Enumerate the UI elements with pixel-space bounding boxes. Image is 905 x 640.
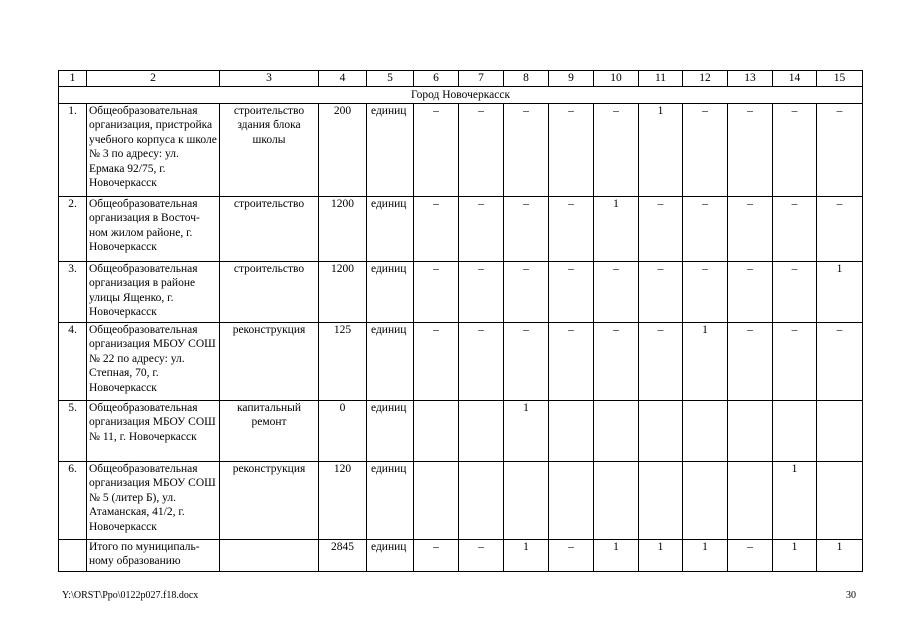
year-value: –: [728, 540, 773, 572]
year-value: –: [683, 104, 728, 197]
year-value: –: [817, 197, 863, 262]
year-value: 1: [683, 540, 728, 572]
year-value: 1: [683, 323, 728, 401]
capacity: 120: [319, 462, 367, 540]
year-value: 1: [594, 540, 639, 572]
table-row: [59, 462, 863, 540]
unit: единиц: [367, 262, 414, 323]
year-value: –: [817, 323, 863, 401]
total-row: [59, 540, 863, 572]
unit: единиц: [367, 323, 414, 401]
year-value: [728, 401, 773, 462]
capacity: 0: [319, 401, 367, 462]
year-value: [683, 462, 728, 540]
year-value: 1: [773, 540, 817, 572]
year-value: 1: [817, 540, 863, 572]
row-number: [59, 540, 87, 572]
total-label: Итого по муниципаль-ному образованию: [87, 540, 220, 572]
year-value: –: [459, 540, 504, 572]
year-value: [459, 462, 504, 540]
year-value: –: [414, 262, 459, 323]
header-cell: 3: [220, 71, 319, 87]
year-value: [639, 462, 683, 540]
year-value: –: [817, 104, 863, 197]
year-value: 1: [594, 197, 639, 262]
year-value: –: [728, 262, 773, 323]
year-value: –: [549, 323, 594, 401]
year-value: [504, 462, 549, 540]
capacity: 125: [319, 323, 367, 401]
work-type: строительство: [220, 262, 319, 323]
year-value: –: [594, 262, 639, 323]
year-value: –: [728, 323, 773, 401]
year-value: –: [773, 104, 817, 197]
unit: единиц: [367, 104, 414, 197]
object-name: Общеобразовательная организация МБОУ СОШ № 5 (литер Б), ул. Атаманская, 41/2, г. Новочеркасск: [87, 462, 220, 540]
object-name: Общеобразовательная организация МБОУ СОШ № 22 по адресу: ул. Степная, 70, г. Новочеркасск: [87, 323, 220, 401]
object-name: Общеобразовательная организация в районе улицы Ященко, г. Новочеркасск: [87, 262, 220, 323]
year-value: –: [683, 262, 728, 323]
year-value: –: [504, 104, 549, 197]
unit: единиц: [367, 540, 414, 572]
year-value: 1: [639, 104, 683, 197]
object-name: Общеобразовательная организация МБОУ СОШ № 11, г. Новочеркасск: [87, 401, 220, 462]
unit: единиц: [367, 462, 414, 540]
row-number: 3.: [59, 262, 87, 323]
header-cell: 6: [414, 71, 459, 87]
header-cell: 13: [728, 71, 773, 87]
object-name: Общеобразовательная организация, пристройка учебного корпуса к школе № 3 по адресу: ул. Ермака 92/75, г. Новочеркасск: [87, 104, 220, 197]
object-name: Общеобразовательная организация в Восточ-ном жилом районе, г. Новочеркасск: [87, 197, 220, 262]
unit: единиц: [367, 197, 414, 262]
year-value: –: [728, 197, 773, 262]
year-value: –: [773, 262, 817, 323]
table-row: [59, 262, 863, 323]
header-cell: 9: [549, 71, 594, 87]
year-value: –: [594, 104, 639, 197]
year-value: –: [414, 104, 459, 197]
year-value: 1: [504, 540, 549, 572]
year-value: –: [414, 323, 459, 401]
header-cell: 1: [59, 71, 87, 87]
row-number: 6.: [59, 462, 87, 540]
year-value: [773, 401, 817, 462]
year-value: [459, 401, 504, 462]
year-value: –: [504, 262, 549, 323]
year-value: –: [773, 197, 817, 262]
year-value: –: [414, 540, 459, 572]
year-value: –: [459, 323, 504, 401]
header-cell: 15: [817, 71, 863, 87]
year-value: –: [639, 323, 683, 401]
year-value: [594, 401, 639, 462]
header-cell: 7: [459, 71, 504, 87]
year-value: 1: [639, 540, 683, 572]
total-capacity: 2845: [319, 540, 367, 572]
row-number: 2.: [59, 197, 87, 262]
table-row: [59, 197, 863, 262]
year-value: [414, 462, 459, 540]
year-value: –: [504, 197, 549, 262]
year-value: 1: [817, 262, 863, 323]
header-cell: 11: [639, 71, 683, 87]
year-value: 1: [504, 401, 549, 462]
year-value: 1: [773, 462, 817, 540]
work-type: капитальный ремонт: [220, 401, 319, 462]
row-number: 5.: [59, 401, 87, 462]
year-value: [414, 401, 459, 462]
header-cell: 10: [594, 71, 639, 87]
year-value: –: [639, 262, 683, 323]
work-type: строительство здания блока школы: [220, 104, 319, 197]
year-value: –: [549, 197, 594, 262]
capacity: 1200: [319, 262, 367, 323]
row-number: 4.: [59, 323, 87, 401]
year-value: –: [459, 104, 504, 197]
year-value: [549, 401, 594, 462]
year-value: –: [549, 104, 594, 197]
year-value: –: [504, 323, 549, 401]
header-cell: 14: [773, 71, 817, 87]
header-cell: 4: [319, 71, 367, 87]
data-table: [58, 70, 863, 572]
year-value: –: [459, 262, 504, 323]
capacity: 200: [319, 104, 367, 197]
header-cell: 8: [504, 71, 549, 87]
header-cell: 2: [87, 71, 220, 87]
table-row: [59, 104, 863, 197]
city-row: [59, 87, 863, 104]
year-value: –: [773, 323, 817, 401]
year-value: –: [459, 197, 504, 262]
year-value: –: [414, 197, 459, 262]
work-type: реконструкция: [220, 323, 319, 401]
year-value: [728, 462, 773, 540]
work-type: строительство: [220, 197, 319, 262]
year-value: –: [639, 197, 683, 262]
year-value: [549, 462, 594, 540]
table-row: [59, 323, 863, 401]
year-value: [683, 401, 728, 462]
page-number: 30: [846, 590, 856, 601]
year-value: –: [549, 540, 594, 572]
header-row: [59, 71, 863, 87]
header-cell: 5: [367, 71, 414, 87]
year-value: [817, 462, 863, 540]
year-value: [639, 401, 683, 462]
capacity: 1200: [319, 197, 367, 262]
year-value: –: [728, 104, 773, 197]
row-number: 1.: [59, 104, 87, 197]
city-label: Город Новочеркасск: [59, 87, 863, 104]
year-value: –: [683, 197, 728, 262]
year-value: [594, 462, 639, 540]
file-path: Y:\ORST\Ppo\0122p027.f18.docx: [62, 590, 199, 601]
year-value: [817, 401, 863, 462]
work-type: [220, 540, 319, 572]
unit: единиц: [367, 401, 414, 462]
year-value: –: [594, 323, 639, 401]
table-row: [59, 401, 863, 462]
header-cell: 12: [683, 71, 728, 87]
year-value: –: [549, 262, 594, 323]
work-type: реконструкция: [220, 462, 319, 540]
